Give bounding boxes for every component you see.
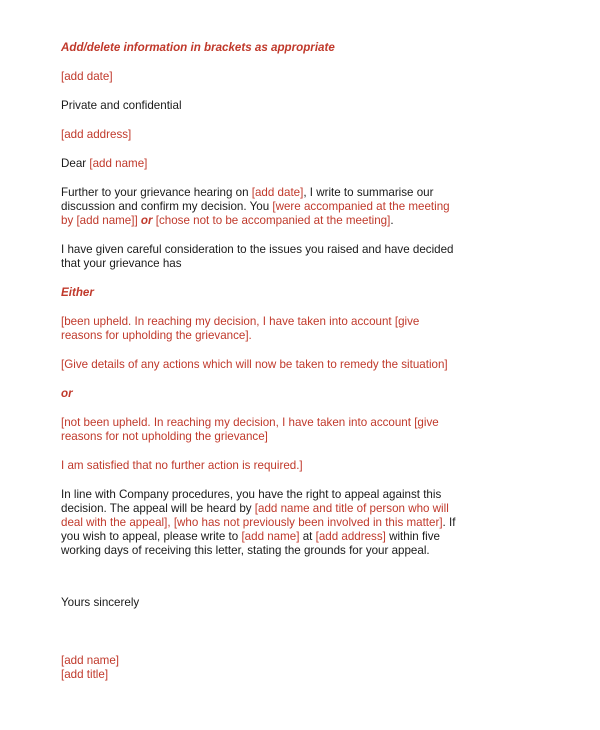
instruction-heading: Add/delete information in brackets as appropriate	[61, 41, 335, 54]
text: . If	[442, 516, 456, 529]
para1-line2	[61, 200, 450, 214]
signature-title: [add title]	[61, 668, 109, 681]
address-placeholder: [add address]	[61, 128, 132, 141]
placeholder: [add date]	[251, 186, 304, 199]
appeal-line5: working days of receiving this letter, stating the grounds for your appeal.	[61, 544, 430, 557]
or-word: or	[137, 214, 156, 227]
text: you wish to appeal, please write to	[61, 530, 242, 543]
date-placeholder: [add date]	[61, 70, 113, 83]
appeal-line1: In line with Company procedures, you have the right to appeal against this	[61, 488, 442, 501]
actions-line: [Give details of any actions which will now be taken to remedy the situation]	[61, 358, 448, 371]
placeholder: [add name]	[241, 530, 300, 543]
placeholder: [were accompanied at the meeting	[272, 200, 450, 213]
closing: Yours sincerely	[61, 596, 140, 609]
text: ,	[167, 516, 174, 529]
placeholder: [who has not previously been involved in this matter]	[173, 516, 443, 529]
either-label: Either	[61, 286, 94, 299]
placeholder: [add name and title of person who will	[254, 502, 449, 515]
signature-name: [add name]	[61, 654, 120, 667]
upheld-line1: [been upheld. In reaching my decision, I have taken into account [give	[61, 315, 420, 328]
para1-line3	[61, 214, 394, 228]
para2-line2: that your grievance has	[61, 257, 182, 270]
placeholder: [chose not to be accompanied at the meeting]	[155, 214, 391, 227]
placeholder: [add address]	[315, 530, 386, 543]
salutation-name: [add name]	[89, 157, 148, 170]
para2-line1: I have given careful consideration to the issues you raised and have decided	[61, 243, 454, 256]
not-upheld-line1: [not been upheld. In reaching my decision, I have taken into account [give	[61, 416, 439, 429]
appeal-line2	[61, 502, 449, 516]
appeal-line3	[61, 516, 455, 530]
upheld-line2: reasons for upholding the grievance].	[61, 329, 252, 342]
placeholder: by [add name]]	[61, 214, 138, 227]
appeal-line4	[61, 530, 440, 544]
text: , I write to summarise our	[303, 186, 434, 199]
salutation-prefix: Dear	[61, 157, 90, 170]
text: at	[299, 530, 316, 543]
text: decision. The appeal will be heard by	[61, 502, 255, 515]
text: Further to your grievance hearing on	[61, 186, 252, 199]
salutation	[61, 157, 147, 171]
text: discussion and confirm my decision. You	[61, 200, 273, 213]
placeholder: deal with the appeal]	[61, 516, 168, 529]
satisfied-line: I am satisfied that no further action is required.]	[61, 459, 303, 472]
private-label: Private and confidential	[61, 99, 182, 112]
or-label: or	[61, 387, 73, 400]
not-upheld-line2: reasons for not upholding the grievance]	[61, 430, 268, 443]
text: .	[390, 214, 394, 227]
text: within five	[385, 530, 440, 543]
para1-line1	[61, 186, 434, 200]
